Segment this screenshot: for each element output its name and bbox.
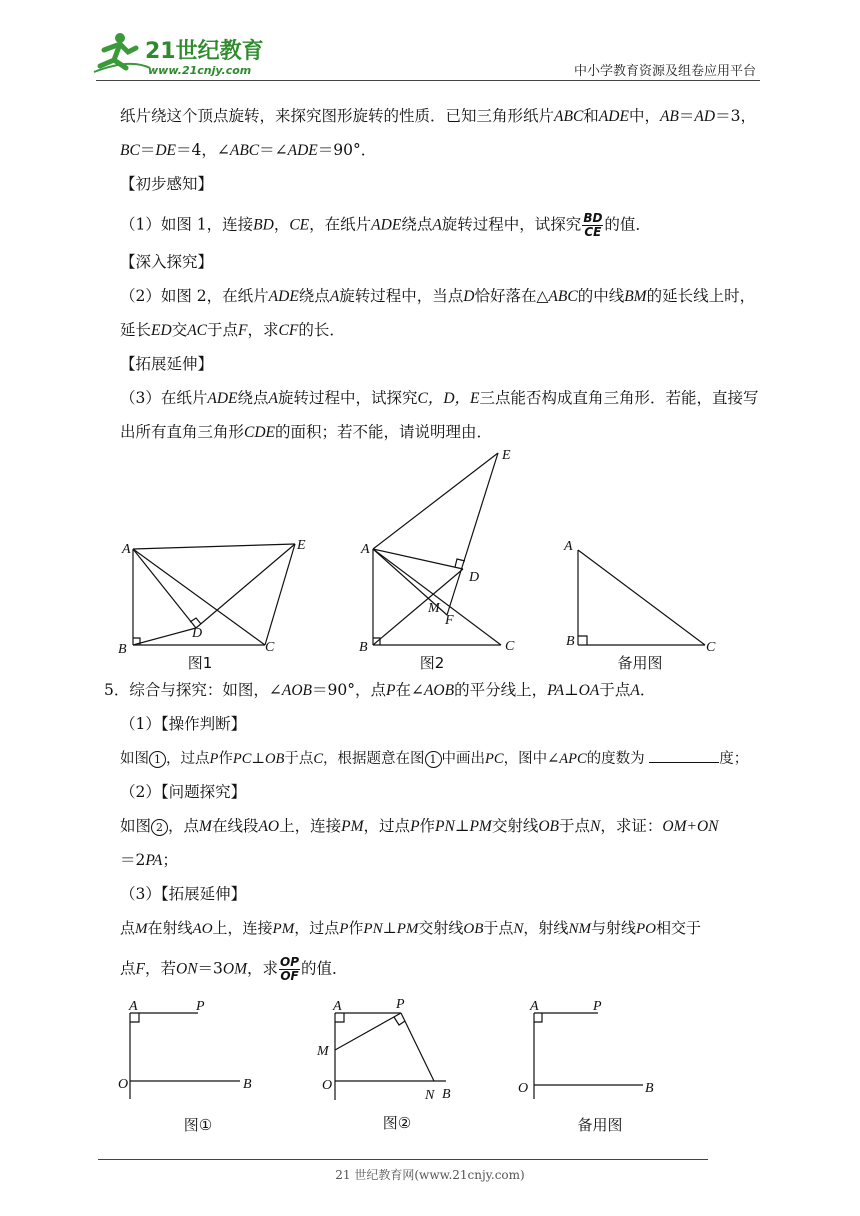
p4-question-3-line1: （3）在纸片ADE绕点A旋转过程中，试探究C，D，E三点能否构成直角三角形．若能，直接写 [120, 389, 759, 407]
runner-logo-icon [90, 28, 265, 80]
p5-figure-2-caption: 图② [382, 1114, 412, 1132]
p5-figure-1-caption: 图① [183, 1116, 213, 1134]
svg-text:B: B [442, 1087, 451, 1102]
p5-figure-3 [510, 995, 670, 1105]
svg-text:O: O [118, 1077, 129, 1092]
svg-text:E: E [297, 538, 306, 553]
site-logo [90, 28, 265, 80]
p5-question-1: 如图 1 ，过点P作PC⊥OB于点C，根据题意在图 1 中画出PC，图中∠APC的度数为 度； [120, 748, 748, 769]
p4-question-3-line2: 出所有直角三角形CDE的面积；若不能，请说明理由． [120, 423, 493, 441]
fraction-op-of: $\frac{OP}{OF}$ [280, 955, 300, 983]
p5-figure-2 [310, 992, 470, 1107]
p5-question-2-line1: 如图 2 ，点M在线段AO上，连接PM，过点P作PN⊥PM交射线OB于点N，求证：OM+ON [120, 817, 719, 835]
p4-figure-2 [355, 445, 525, 660]
p4-question-1: （1）如图 1，连接BD，CE，在纸片ADE绕点A旋转过程中，试探究 $\frac{BD}{CE}$ 的值． [120, 211, 651, 239]
p4-figure-1 [110, 530, 320, 660]
svg-text:B: B [359, 640, 368, 655]
header-divider [96, 80, 760, 81]
svg-text:B: B [566, 634, 575, 649]
svg-text:A: A [333, 999, 342, 1014]
footer-text: 21 世纪教育网(www.21cnjy.com) [335, 1168, 525, 1182]
p5-figure-3-caption: 备用图 [577, 1116, 623, 1134]
p4-question-2-line1: （2）如图 2，在纸片ADE绕点A旋转过程中，当点D恰好落在△ABC的中线BM的延长线上时， [120, 287, 756, 305]
svg-text:B: B [118, 642, 127, 657]
p4-figure-3 [560, 530, 730, 660]
svg-text:A: A [129, 999, 138, 1014]
p4-figure-1-caption: 图1 [187, 654, 213, 672]
svg-text:M: M [428, 601, 440, 616]
answer-blank[interactable] [649, 748, 719, 763]
logo-sub-text: www.21cnjy.com [148, 64, 252, 77]
p4-question-2-line2: 延长ED交AC于点F，求CF的长． [120, 321, 345, 339]
svg-text:P: P [196, 999, 205, 1014]
p5-question-3-line2: 点F，若ON＝3OM，求 $\frac{OP}{OF}$ 的值． [120, 955, 348, 983]
p4-section-2: 【深入探究】 [120, 253, 214, 271]
header-platform-title: 中小学教育资源及组卷应用平台 [573, 64, 756, 79]
svg-text:E: E [502, 448, 511, 463]
p4-intro-line1: 纸片绕这个顶点旋转，来探究图形旋转的性质．已知三角形纸片ABC和ADE中，AB＝AD＝3， [120, 107, 756, 125]
p5-section-3: （3）【拓展延伸】 [120, 885, 247, 903]
p5-question-2-line2: ＝2PA； [120, 851, 178, 869]
p4-intro-line2: BC＝DE＝4，∠ABC＝∠ADE＝90°． [120, 141, 377, 159]
footer-divider [98, 1159, 708, 1160]
logo-main-text: 21世纪教育 [145, 39, 264, 64]
svg-text:D: D [469, 570, 480, 585]
p5-question-3-line1: 点M在射线AO上，连接PM，过点P作PN⊥PM交射线OB于点N，射线NM与射线PO相交于 [120, 919, 701, 937]
p5-figure-1 [110, 995, 270, 1105]
fraction-bd-ce: $\frac{BD}{CE}$ [583, 211, 603, 239]
p5-section-2: （2）【问题探究】 [120, 783, 247, 801]
svg-text:A: A [122, 542, 131, 557]
svg-text:B: B [243, 1077, 252, 1092]
svg-text:A: A [530, 999, 539, 1014]
p4-section-1: 【初步感知】 [120, 175, 214, 193]
svg-text:C: C [505, 639, 515, 654]
p4-section-3: 【拓展延伸】 [120, 355, 214, 373]
svg-text:O: O [518, 1081, 529, 1096]
svg-text:P: P [593, 999, 602, 1014]
p4-figure-2-caption: 图2 [419, 654, 445, 672]
svg-text:C: C [706, 640, 716, 655]
svg-text:C: C [265, 640, 275, 655]
svg-text:D: D [192, 626, 203, 641]
svg-text:A: A [564, 539, 573, 554]
svg-text:F: F [445, 613, 454, 628]
svg-text:N: N [425, 1088, 435, 1103]
svg-text:B: B [645, 1081, 654, 1096]
svg-text:O: O [322, 1078, 333, 1093]
p5-section-1: （1）【操作判断】 [120, 715, 247, 733]
circled-number-1: 1 [149, 751, 166, 768]
p5-intro: 5．综合与探究：如图，∠AOB＝90°，点P在∠AOB的平分线上，PA⊥OA于点A． [104, 681, 656, 699]
svg-text:M: M [317, 1044, 329, 1059]
svg-text:A: A [361, 542, 370, 557]
svg-text:P: P [396, 997, 405, 1012]
p4-figure-3-caption: 备用图 [617, 654, 663, 672]
circled-number-2: 2 [151, 819, 168, 836]
